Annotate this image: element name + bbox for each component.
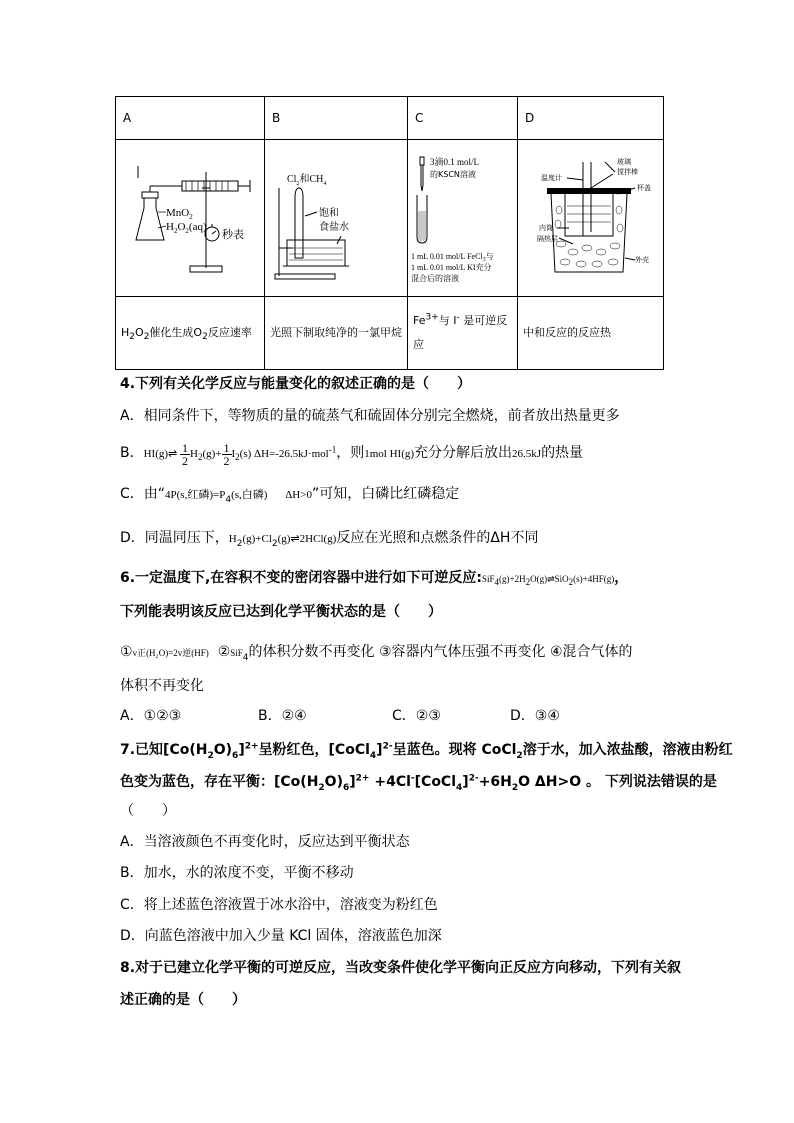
apparatus-a-cell [116, 140, 265, 297]
label-saturated: 饱和 [318, 208, 339, 219]
label-d-glass-2: 搅拌棒 [616, 168, 638, 176]
q6-option-c: C．②③ [392, 708, 441, 724]
q7-option-b: B．加水，水的浓度不变，平衡不移动 [120, 865, 354, 881]
svg-text:1 mL 0.01 mol/L FeCl3与: 1 mL 0.01 mol/L FeCl$_3$与 [410, 252, 494, 263]
header-a: A [116, 97, 265, 140]
apparatus-c-cell [408, 140, 518, 297]
label-d-inner: 内筒 [538, 224, 553, 232]
label-brine: 食盐水 [318, 222, 349, 233]
caption-c: $Fe^{3+}$与 I- 是可逆反 应 [408, 297, 518, 370]
q7-option-d: D．向蓝色溶液中加入少量 KCl 固体，溶液蓝色加深 [120, 928, 442, 944]
q7-stem-line1: 7.已知$[Co(H_2O)_6]^{2+}$呈粉红色，[CoCl$_4$]$^{2-}$呈蓝色。现将 CoCl$_2$溶于水，加入浓盐酸，溶液由粉红 [120, 741, 733, 761]
label-cl2: Cl [286, 174, 296, 185]
header-d: D [518, 97, 664, 140]
q4-option-b: B．HI(g)⇌ $\frac{1}{2}$ $H_2(g)+$ $\frac{1}{2}$ $I_2(s)$ ΔH=-26.5kJ·mol$^{-1}$，则1mol HI(g)充分分解后放出26.5kJ的热量 [120, 441, 584, 468]
q7-stem-line2: 色变为蓝色，存在平衡：$[Co(H_2O)_6]^{2+}$ $+4Cl^-[CoCl_4]^{2-}+6H_2O$ ΔH>O 。 下列说法错误的是 [120, 773, 717, 793]
q8-stem-line1: 8.对于已建立化学平衡的可逆反应，当改变条件使化学平衡向正反应方向移动，下列有关叙 [120, 960, 682, 976]
experiment-table [115, 96, 664, 370]
q6-option-d: D．③④ [510, 708, 560, 724]
label-c-drops-1: 3滴0.1 mol/L [429, 157, 479, 167]
caption-a: $H_2O_2$催化生成$O_2$反应速率 [116, 297, 265, 370]
label-d-insulation: 隔热层 [536, 235, 558, 243]
apparatus-a-diagram [120, 148, 260, 288]
svg-text:MnO2: MnO$_2$ [166, 207, 193, 221]
q6-option-a: A．①②③ [120, 708, 182, 724]
q4-option-c: C．由“4P(s,红磷)$=P_4(s$,白磷) ΔH>0”可知，白磷比红磷稳定 [120, 486, 460, 505]
label-stopwatch: 秒表 [222, 228, 244, 241]
label-c-mix-1: 1 mL 0.01 mol/L FeCl [410, 252, 483, 261]
q7-option-c: C．将上述蓝色溶液置于冰水浴中，溶液变为粉红色 [120, 897, 438, 913]
label-ch4: 和CH [298, 174, 323, 185]
q6-conditions-line1: ①v正(H₂O)=2v逆(HF) ②SiF$_4$的体积分数不再变化 ③容器内气体压强不再变化 ④混合气体的 [120, 644, 633, 663]
label-c-mix-2: 1 mL 0.01 mol/L KI充分 [410, 263, 492, 272]
label-d-thermometer: 温度计 [540, 174, 562, 182]
q6-conditions-line2: 体积不再变化 [120, 678, 204, 694]
svg-text:H2O2(aq): $H_2O_2(aq)$ [166, 221, 207, 235]
label-d-lid: 杯盖 [636, 184, 651, 192]
svg-text:Cl2和CH4: $Cl_2$和$CH_4$ [286, 174, 326, 187]
q8-stem-line2: 述正确的是（ ） [120, 992, 246, 1008]
table-caption-row [116, 297, 664, 370]
label-c-drops-2: 的KSCN溶液 [429, 170, 476, 179]
apparatus-d-diagram [521, 148, 661, 288]
header-c: C [408, 97, 518, 140]
q6-option-b: B．②④ [258, 708, 307, 724]
caption-d: 中和反应的反应热 [518, 297, 664, 370]
table-image-row [116, 140, 664, 297]
apparatus-b-diagram [269, 148, 404, 288]
q7-stem-line3: （ ） [120, 803, 176, 819]
label-mno2: MnO [166, 207, 190, 219]
header-b: B [265, 97, 408, 140]
q6-stem-line2: 下列能表明该反应已达到化学平衡状态的是（ ） [120, 604, 442, 620]
label-d-outer: 外壳 [634, 256, 649, 264]
label-d-glass-1: 玻璃 [616, 158, 631, 166]
label-c-mix-1b: 与 [485, 252, 494, 261]
q4-option-a: A．相同条件下，等物质的量的硫蒸气和硫固体分别完全燃烧，前者放出热量更多 [120, 408, 620, 424]
q4-option-d: D．同温同压下，$H_2(g)+Cl_2(g)\rightleftharpoons 2HCl(g)$反应在光照和点燃条件的ΔH不同 [120, 530, 539, 549]
label-h2o2: H [166, 221, 174, 233]
q7-option-a: A．当溶液颜色不再变化时，反应达到平衡状态 [120, 834, 410, 850]
apparatus-d-cell [518, 140, 664, 297]
label-c-mix-3: 混合后的溶液 [410, 274, 459, 283]
apparatus-b-cell [265, 140, 408, 297]
apparatus-c-diagram [409, 145, 517, 291]
q6-stem-line1: 6.一定温度下,在容积不变的密闭容器中进行如下可逆反应$:SiF_4(g)+2H_2O(g)\rightleftharpoons SiO_2(s)+4HF(g)$， [120, 570, 629, 587]
caption-b: 光照下制取纯净的一氯甲烷 [265, 297, 408, 370]
q4-stem: 4.下列有关化学反应与能量变化的叙述正确的是（ ） [120, 376, 472, 392]
table-header-row [116, 97, 664, 140]
